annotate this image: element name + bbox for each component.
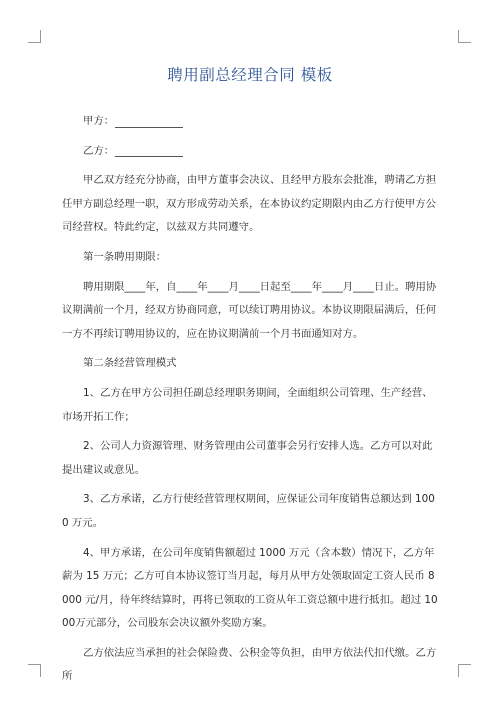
paragraph-intro: 甲乙双方经充分协商，由甲方董事会决议、且经甲方股东会批准，聘请乙方担任甲方副总经理一职，双方形成劳动关系，在本协议约定期限内由乙方行使甲方公司经营权。特此约定，以兹双方共同遵守。 <box>62 174 437 234</box>
crop-mark-bottom-left <box>28 664 41 677</box>
party-a-blank <box>115 115 183 128</box>
party-b-line <box>83 140 440 164</box>
paragraph-clause-3: 3、乙方承诺，乙方行使经营管理权期间，应保证公司年度销售总额达到 1000 万元。 <box>62 493 435 529</box>
party-a-line <box>83 110 440 134</box>
paragraph-clause-2: 2、公司人力资源管理、财务管理由公司董事会另行安排人选。乙方可以对此提出建议或意见。 <box>62 440 433 476</box>
party-b-label: 乙方： <box>83 144 115 157</box>
heading-article-1: 第一条聘用期限： <box>83 250 167 263</box>
crop-mark-top-left <box>28 30 41 43</box>
crop-mark-top-right <box>458 30 471 43</box>
party-a-label: 甲方： <box>83 115 115 127</box>
paragraph-term: 聘用期限____年，自____年____月____日起至____年____月____日止。聘用协议期满前一个月，经双方协商同意，可以续订聘用协议。本协议期限届满后，任何一方不再续订聘用协议的，应在协议期满前一个月书面通知对方。 <box>62 280 437 340</box>
heading-article-2: 第二条经营管理模式 <box>83 357 177 370</box>
crop-mark-bottom-right <box>458 664 471 677</box>
paragraph-clause-4: 4、甲方承诺，在公司年度销售额超过 1000 万元（含本数）情况下，乙方年薪为 15 万元；乙方可自本协议签订当月起，每月从甲方处领取固定工资人民币 8000 元/月，待年终结算时，再将已领取的工资从年工资总额中进行抵扣。超过 1000万元部分，公司股东会决议额外奖励方案。 <box>62 546 438 630</box>
paragraph-insurance: 乙方依法应当承担的社会保险费、公积金等负担，由甲方依法代扣代缴。乙方所 <box>62 646 437 683</box>
document-body <box>62 110 440 689</box>
party-b-blank <box>115 144 183 157</box>
document-title: 聘用副总经理合同 模板 <box>167 66 333 84</box>
paragraph-clause-1: 1、乙方在甲方公司担任副总经理职务期间，全面组织公司管理、生产经营、市场开拓工作； <box>62 386 433 423</box>
